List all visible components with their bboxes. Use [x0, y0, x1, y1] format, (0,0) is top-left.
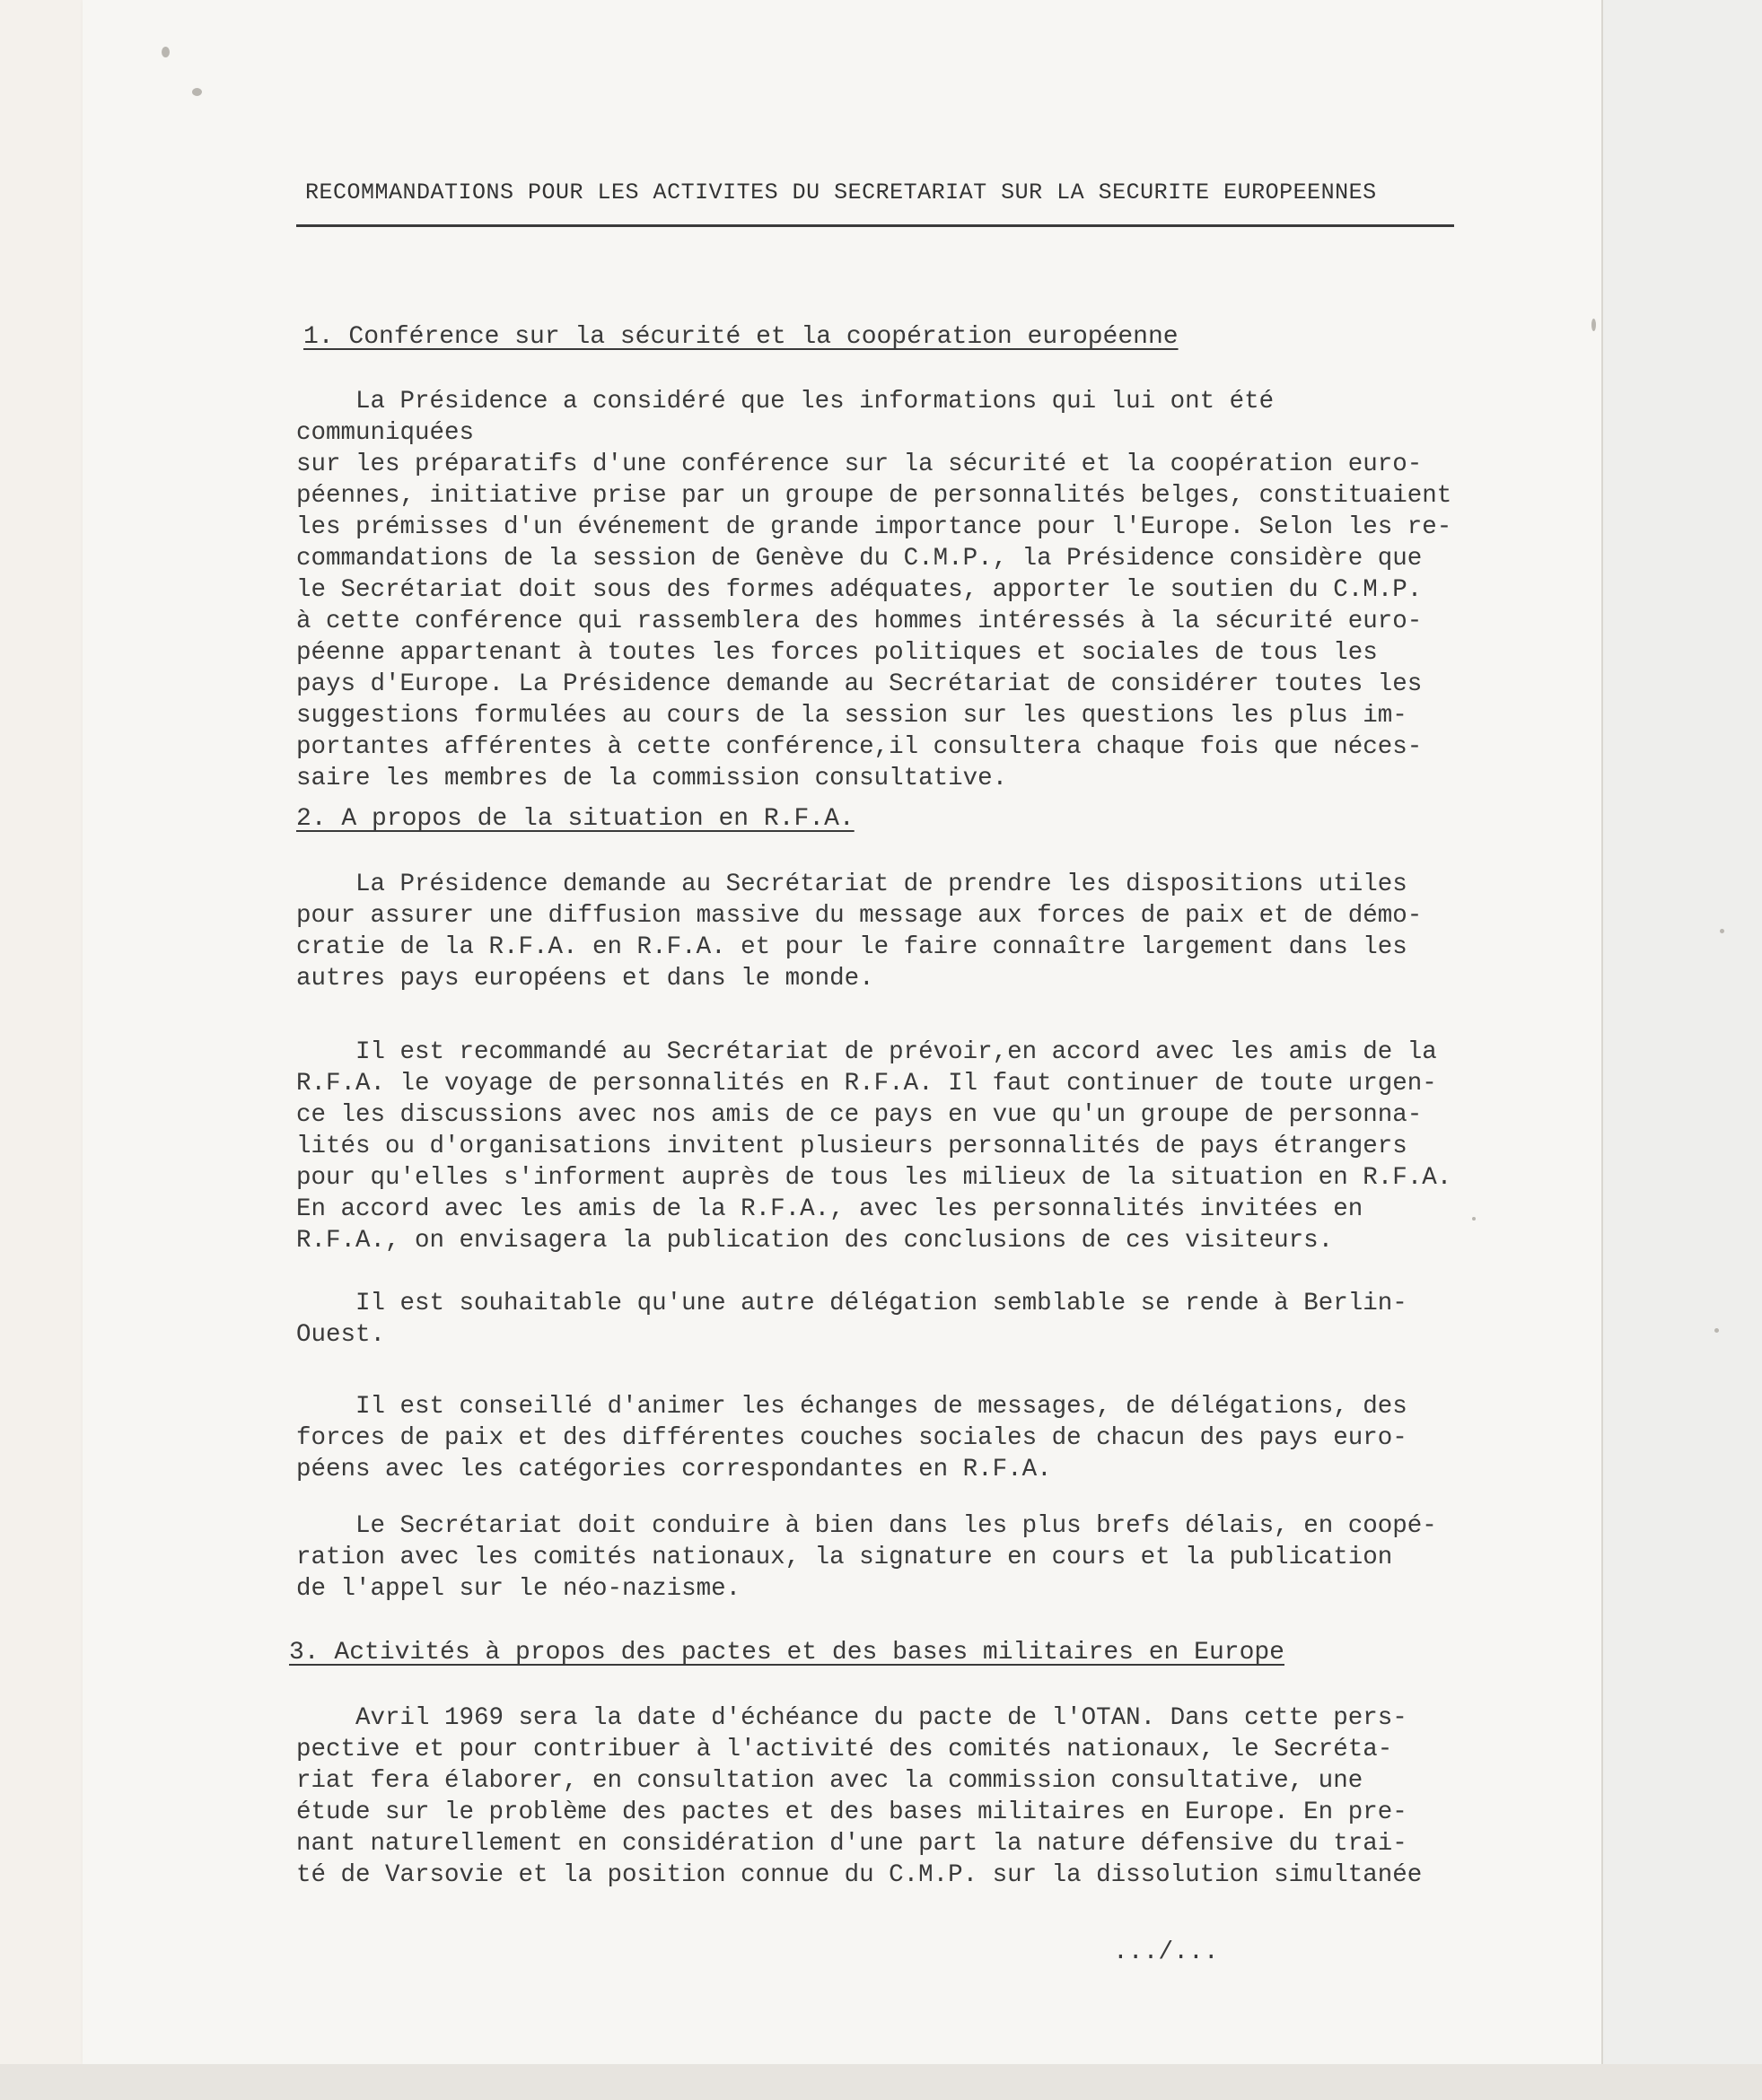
- section-2-paragraph-1: La Présidence demande au Secrétariat de prendre les dispositions utiles pour assurer une diffusion massive du message aux forces de paix et de démo- cratie de la R.F.A. en R.F.A. et pour le faire connaître largement dans les autres pays européens et dans le monde.: [296, 871, 1423, 993]
- scan-bottom-edge: [0, 2064, 1762, 2100]
- title-underline: [296, 224, 1454, 227]
- scan-speck: [1714, 1328, 1719, 1333]
- section-1-paragraph-1: La Présidence a considéré que les informations qui lui ont été communiquées sur les préparatifs d'une conférence sur la sécurité et la coopération euro- péennes, initiative prise par un groupe de personnalités belges, constituaient les prémisses d'un événement de grande importance pour l'Europe. Selon les re- commandations de la session de Genève du C.M.P., la Présidence considère que le Secrétariat doit sous des formes adéquates, apporter le soutien du C.M.P. à cette conférence qui rassemblera des hommes intéressés à la sécurité euro- péenne appartenant à toutes les forces politiques et sociales de tous les pays d'Europe. La Présidence demande au Secrétariat de considérer toutes les suggestions formulées au cours de la session sur les questions les plus im- portantes afférentes à cette conférence,il consultera chaque fois que néces- saire les membres de la commission consultative.: [296, 388, 1452, 792]
- section-3-heading: 3. Activités à propos des pactes et des bases militaires en Europe: [289, 1639, 1284, 1667]
- section-3-paragraph-1: Avril 1969 sera la date d'échéance du pacte de l'OTAN. Dans cette pers- pective et pour contribuer à l'activité des comités nationaux, le Secréta- riat fera élaborer, en consultation avec la commission consultative, une étude sur le problème des pactes et des bases militaires en Europe. En pre- nant naturellement en considération d'une part la nature défensive du trai- té de Varsovie et la position connue du C.M.P. sur la dissolution simultanée: [296, 1704, 1423, 1889]
- scan-speck: [162, 47, 170, 57]
- scan-speck: [1720, 929, 1724, 933]
- section-2-paragraph-3: Il est souhaitable qu'une autre délégation semblable se rende à Berlin- Ouest.: [296, 1290, 1407, 1349]
- scan-speck: [1472, 1217, 1476, 1221]
- continuation-mark: .../...: [1113, 1938, 1219, 1966]
- section-2-paragraph-2: Il est recommandé au Secrétariat de prévoir,en accord avec les amis de la R.F.A. le voyage de personnalités en R.F.A. Il faut continuer de toute urgen- ce les discussions avec nos amis de ce pays en vue qu'un groupe de personna- lités ou d'organisations invitent plusieurs personnalités de pays étrangers pour qu'elles s'informent auprès de tous les milieux de la situation en R.F.A. En accord avec les amis de la R.F.A., avec les personnalités invitées en R.F.A., on envisagera la publication des conclusions de ces visiteurs.: [296, 1038, 1452, 1255]
- document-title: RECOMMANDATIONS POUR LES ACTIVITES DU SECRETARIAT SUR LA SECURITE EUROPEENNES: [305, 179, 1377, 206]
- section-2-heading: 2. A propos de la situation en R.F.A.: [296, 805, 855, 833]
- section-2-paragraph-4: Il est conseillé d'animer les échanges de messages, de délégations, des forces de paix et des différentes couches sociales de chacun des pays euro- péens avec les catégories correspondantes en R.F.A.: [296, 1393, 1407, 1483]
- section-2-paragraph-5: Le Secrétariat doit conduire à bien dans les plus brefs délais, en coopé- ration avec les comités nationaux, la signature en cours et la publication de l'appel sur le néo-nazisme.: [296, 1512, 1437, 1603]
- section-1-heading: 1. Conférence sur la sécurité et la coopération européenne: [303, 323, 1179, 351]
- scan-background-strip: [1603, 0, 1762, 2100]
- scan-speck: [192, 88, 202, 96]
- scan-speck: [1591, 319, 1596, 331]
